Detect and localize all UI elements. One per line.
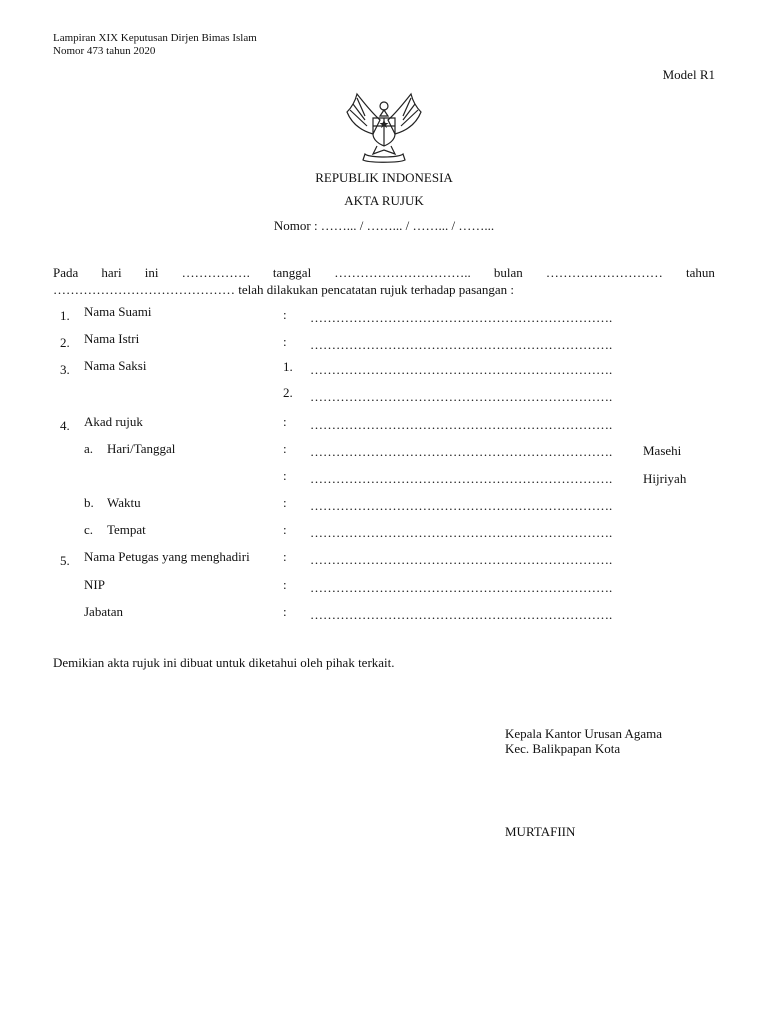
colon: : [283,577,287,592]
intro-text: telah dilakukan pencatatan rujuk terhadap pasangan : [238,282,515,297]
tanggal-hijriyah-blank: ……………………………………………………………. [310,471,613,486]
signatory-name: MURTAFIIN [505,824,576,839]
intro-word: hari [101,265,122,280]
hijriyah-label: Hijriyah [643,471,687,486]
colon: : [283,522,287,537]
garuda-pancasila-emblem-icon [343,90,425,164]
saksi-number: 2. [283,385,293,400]
intro-word: tahun [686,265,715,280]
field-label-hari-tanggal: Hari/Tanggal [107,441,176,456]
colon: : [283,495,287,510]
nama-suami-blank: ……………………………………………………………. [310,310,613,325]
colon: : [283,468,287,483]
field-label-nama-suami: Nama Suami [84,304,152,319]
saksi-1-blank: ……………………………………………………………. [310,362,613,377]
sub-letter: a. [84,441,94,456]
saksi-2-blank: ……………………………………………………………. [310,389,613,404]
field-label-akad-rujuk: Akad rujuk [84,414,143,429]
sub-letter: b. [84,495,94,510]
item-number: 4. [60,418,70,433]
colon: : [283,414,287,429]
intro-word: Pada [53,265,79,280]
colon: : [283,604,287,619]
item-number: 2. [60,335,70,350]
colon: : [283,334,287,349]
model-label: Model R1 [662,67,715,82]
nama-istri-blank: ……………………………………………………………. [310,337,613,352]
waktu-blank: ……………………………………………………………. [310,498,613,513]
field-label-nama-petugas: Nama Petugas yang menghadiri [84,549,250,564]
document-number: Nomor : ……... / ……... / ……... / ……... [273,218,495,233]
signatory-title: Kepala Kantor Urusan Agama [505,726,663,741]
document-title: AKTA RUJUK [344,193,424,208]
country-title: REPUBLIK INDONESIA [315,170,453,185]
intro-word: bulan [493,265,523,280]
nama-petugas-blank: ……………………………………………………………. [310,552,613,567]
header-reference-line1: Lampiran XIX Keputusan Dirjen Bimas Islam [53,32,257,44]
saksi-number: 1. [283,359,293,374]
intro-line-2 [53,282,514,298]
colon: : [283,307,287,322]
month-blank: ……………………… [545,265,663,280]
field-label-jabatan: Jabatan [84,604,123,619]
closing-statement: Demikian akta rujuk ini dibuat untuk diketahui oleh pihak terkait. [53,655,395,670]
nip-blank: ……………………………………………………………. [310,580,613,595]
colon: : [283,549,287,564]
item-number: 1. [60,308,70,323]
header-reference-line2: Nomor 473 tahun 2020 [53,45,156,57]
item-number: 5. [60,553,70,568]
tanggal-masehi-blank: ……………………………………………………………. [310,444,613,459]
year-blank: …………………………………… [53,282,235,297]
field-label-nip: NIP [84,577,105,592]
day-blank: ……………. [181,265,250,280]
field-label-tempat: Tempat [107,522,146,537]
field-label-nama-saksi: Nama Saksi [84,358,147,373]
item-number: 3. [60,362,70,377]
sub-letter: c. [84,522,94,537]
intro-line-1 [53,265,715,281]
masehi-label: Masehi [643,443,682,458]
jabatan-blank: ……………………………………………………………. [310,607,613,622]
date-blank: ………………………….. [334,265,471,280]
tempat-blank: ……………………………………………………………. [310,525,613,540]
colon: : [283,441,287,456]
akad-rujuk-blank: ……………………………………………………………. [310,417,613,432]
field-label-nama-istri: Nama Istri [84,331,140,346]
intro-word: ini [144,265,159,280]
field-label-waktu: Waktu [107,495,141,510]
intro-word: tanggal [272,265,312,280]
signatory-office: Kec. Balikpapan Kota [505,741,621,756]
